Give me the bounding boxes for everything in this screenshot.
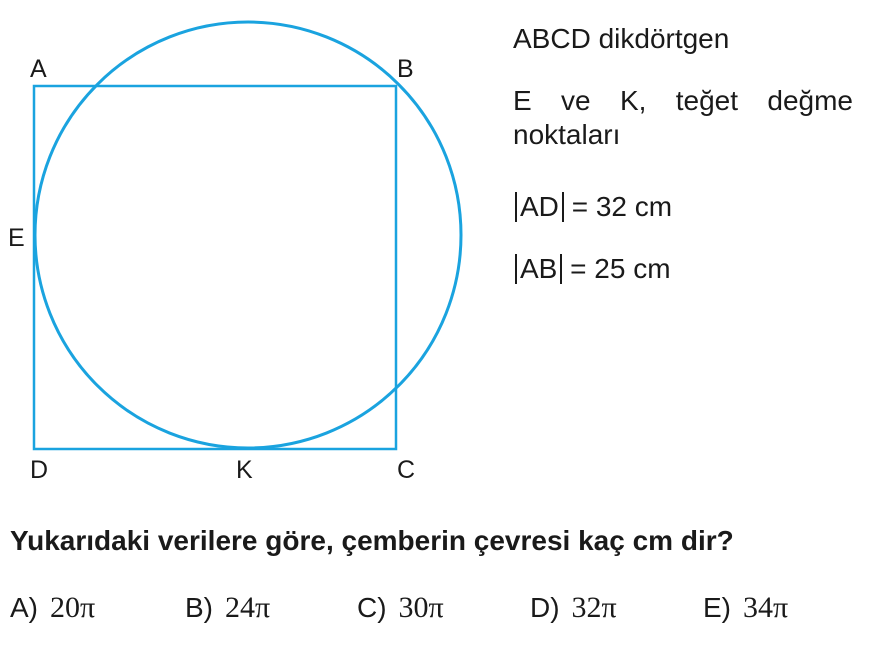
question-text: Yukarıdaki verilere göre, çemberin çevresi kaç cm dir? — [10, 525, 734, 556]
option-a[interactable] — [10, 591, 95, 625]
given-ad-length — [515, 190, 672, 224]
rectangle-abcd — [34, 86, 396, 449]
segment-ab: AB — [515, 254, 562, 284]
option-c[interactable] — [357, 591, 444, 625]
point-label-d: D — [30, 456, 49, 484]
ab-value: = 25 cm — [570, 253, 671, 284]
option-letter: A) — [10, 592, 38, 623]
geometry-figure — [0, 0, 500, 500]
option-value: 34π — [743, 591, 789, 624]
point-label-a: A — [30, 55, 47, 83]
point-label-k: K — [236, 456, 253, 484]
segment-ad: AD — [515, 192, 564, 222]
option-letter: C) — [357, 592, 387, 623]
point-label-b: B — [397, 55, 414, 83]
option-letter: D) — [530, 592, 560, 623]
option-b[interactable] — [185, 591, 270, 625]
option-value: 24π — [225, 591, 271, 624]
point-label-e: E — [8, 224, 25, 252]
option-d[interactable] — [530, 591, 617, 625]
option-value: 30π — [398, 591, 444, 624]
option-letter: B) — [185, 592, 213, 623]
option-e[interactable] — [703, 591, 788, 625]
option-value: 20π — [50, 591, 96, 624]
given-tangent-points: E ve K, teğet değme noktaları — [513, 85, 853, 150]
ad-value: = 32 cm — [571, 191, 673, 222]
point-label-c: C — [397, 456, 416, 484]
option-value: 32π — [571, 591, 617, 624]
given-rectangle: ABCD dikdörtgen — [513, 23, 730, 54]
option-letter: E) — [703, 592, 731, 623]
given-ab-length — [515, 252, 671, 286]
